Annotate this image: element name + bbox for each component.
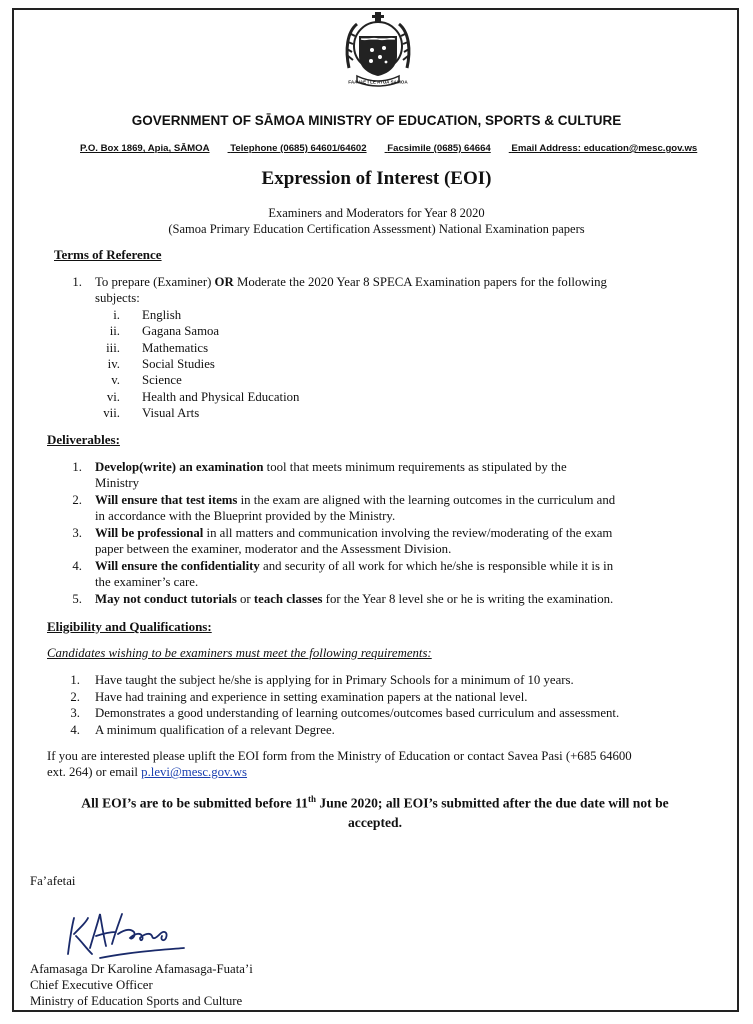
subject-name: Mathematics [142,340,209,355]
subject-name: Gagana Samoa [142,324,220,339]
eligibility-number: 2. [70,689,80,704]
subject-name: Science [142,373,182,388]
terms-item-post: Moderate the 2020 Year 8 SPECA Examination papers for the following [233,275,607,289]
eligibility-heading: Eligibility and Qualifications: [47,619,212,634]
signatory-block [30,961,253,1009]
organization-header: GOVERNMENT OF SĀMOA MINISTRY OF EDUCATION, SPORTS & CULTURE [131,113,622,128]
deliverable-item [0,492,753,525]
contact-paragraph [47,748,737,781]
eligibility-intro: Candidates wishing to be examiners must meet the following requirements: [47,646,432,660]
deliverable-bold: Will ensure the confidentiality [95,559,260,573]
deliverable-cont: paper between the examiner, moderator and the Assessment Division. [95,542,452,556]
terms-heading: Terms of Reference [54,247,162,262]
email-address: Email Address: education@mesc.gov.ws [511,143,698,154]
subject-item [0,389,753,405]
deliverable-item [0,558,753,591]
po-box: P.O. Box 1869, Apia, SĀMOA [80,143,210,154]
subtitle-line-1: Examiners and Moderators for Year 8 2020 [268,206,485,220]
signatory-role: Chief Executive Officer [30,978,153,992]
subject-item [0,340,753,356]
samoa-coat-of-arms-seal [343,10,413,92]
subtitle-line-2: (Samoa Primary Education Certification Assessment) National Examination papers [168,222,585,236]
deliverable-bold: Will ensure that test items [95,493,238,507]
subject-item [0,372,753,388]
subject-name: Health and Physical Education [142,389,300,404]
deliverable-bold: Will be professional [95,526,204,540]
deliverable-mid: or [236,592,254,606]
subject-item [0,356,753,372]
eligibility-text: Have taught the subject he/she is applying for in Primary Schools for a minimum of 10 years. [95,673,574,687]
deadline-sup: th [307,794,316,804]
deliverable-rest: tool that meets minimum requirements as stipulated by the [263,460,567,474]
crest-motto: FAAVAE I LE ATUA SAMOA [348,79,408,85]
deliverable-item [0,525,753,558]
subject-numeral: vi. [106,389,120,404]
closing: Fa’afetai [30,874,76,888]
terms-item-number: 1. [72,275,82,289]
telephone: Telephone (0685) 64601/64602 [230,143,367,154]
deliverable-rest: in all matters and communication involving the review/moderating of the exam [203,526,613,540]
deliverable-rest: for the Year 8 level she or he is writing the examination. [322,592,614,606]
deliverable-bold-2: teach classes [253,592,323,606]
eligibility-number: 3. [70,706,80,720]
eligibility-item [0,672,753,688]
deadline-notice [30,790,720,832]
deadline-post: June 2020; all EOI’s submitted after the due date will not be [316,795,669,811]
deliverable-number: 5. [72,592,82,606]
subject-name: English [142,308,182,322]
deliverable-line [95,558,613,574]
deliverable-item [0,459,753,492]
subject-item [0,405,753,421]
deliverable-line [95,459,567,475]
subject-numeral: v. [111,373,120,388]
deliverable-number: 4. [72,559,82,573]
subject-name: Visual Arts [142,405,200,420]
deliverable-rest: and security of all work for which he/she is responsible while it is in [259,559,614,573]
eligibility-text: Have had training and experience in setting examination papers at the national level. [95,689,528,704]
handwritten-signature [60,908,190,960]
contact-line [80,143,730,154]
signatory-org: Ministry of Education Sports and Culture [30,994,243,1008]
deadline-line-2: accepted. [348,814,402,830]
deliverable-number: 2. [72,493,82,507]
deliverables-heading: Deliverables: [47,432,120,447]
deliverable-line [95,492,615,508]
subject-item [0,307,753,323]
eligibility-number: 1. [70,673,80,687]
subject-name: Social Studies [142,356,215,371]
subject-numeral: iii. [106,340,120,355]
contact-line-1: If you are interested please uplift the EOI form from the Ministry of Education or contact Savea Pasi (+685 64600 [47,749,632,763]
subject-numeral: i. [113,308,120,322]
subject-numeral: vii. [103,405,120,420]
subject-numeral: iv. [107,356,120,371]
document-title: Expression of Interest (EOI) [261,168,492,189]
deliverable-line [95,525,612,541]
deliverable-number: 3. [72,526,82,540]
deliverable-number: 1. [72,460,82,474]
eligibility-item [0,689,753,705]
deadline-pre: All EOI’s are to be submitted before 11 [81,795,308,811]
deliverable-rest: in the exam are aligned with the learning outcomes in the curriculum and [237,493,616,507]
subject-numeral: ii. [109,324,120,339]
facsimile: Facsimile (0685) 64664 [387,143,491,154]
deliverable-cont: in accordance with the Blueprint provided by the Ministry. [95,509,396,523]
terms-item-cont: subjects: [95,291,140,305]
terms-item-or: OR [214,275,234,289]
terms-item-pre: To prepare (Examiner) [95,275,215,289]
eligibility-text: Demonstrates a good understanding of learning outcomes/outcomes based curriculum and assessment. [95,706,620,720]
subject-item [0,323,753,339]
contact-line-2: ext. 264) or email [47,765,142,780]
eligibility-text: A minimum qualification of a relevant Degree. [95,722,335,737]
deliverable-cont: the examiner’s care. [95,575,199,589]
email-link[interactable]: p.levi@mesc.gov.ws [141,765,248,780]
eligibility-number: 4. [70,722,80,737]
eligibility-item [0,722,753,738]
deliverable-bold: Develop(write) an examination [95,460,264,474]
eligibility-item [0,705,753,721]
deliverable-cont: Ministry [95,476,140,490]
deliverable-bold-1: May not conduct tutorials [95,592,237,606]
signatory-name: Afamasaga Dr Karoline Afamasaga-Fuata’i [30,962,253,976]
